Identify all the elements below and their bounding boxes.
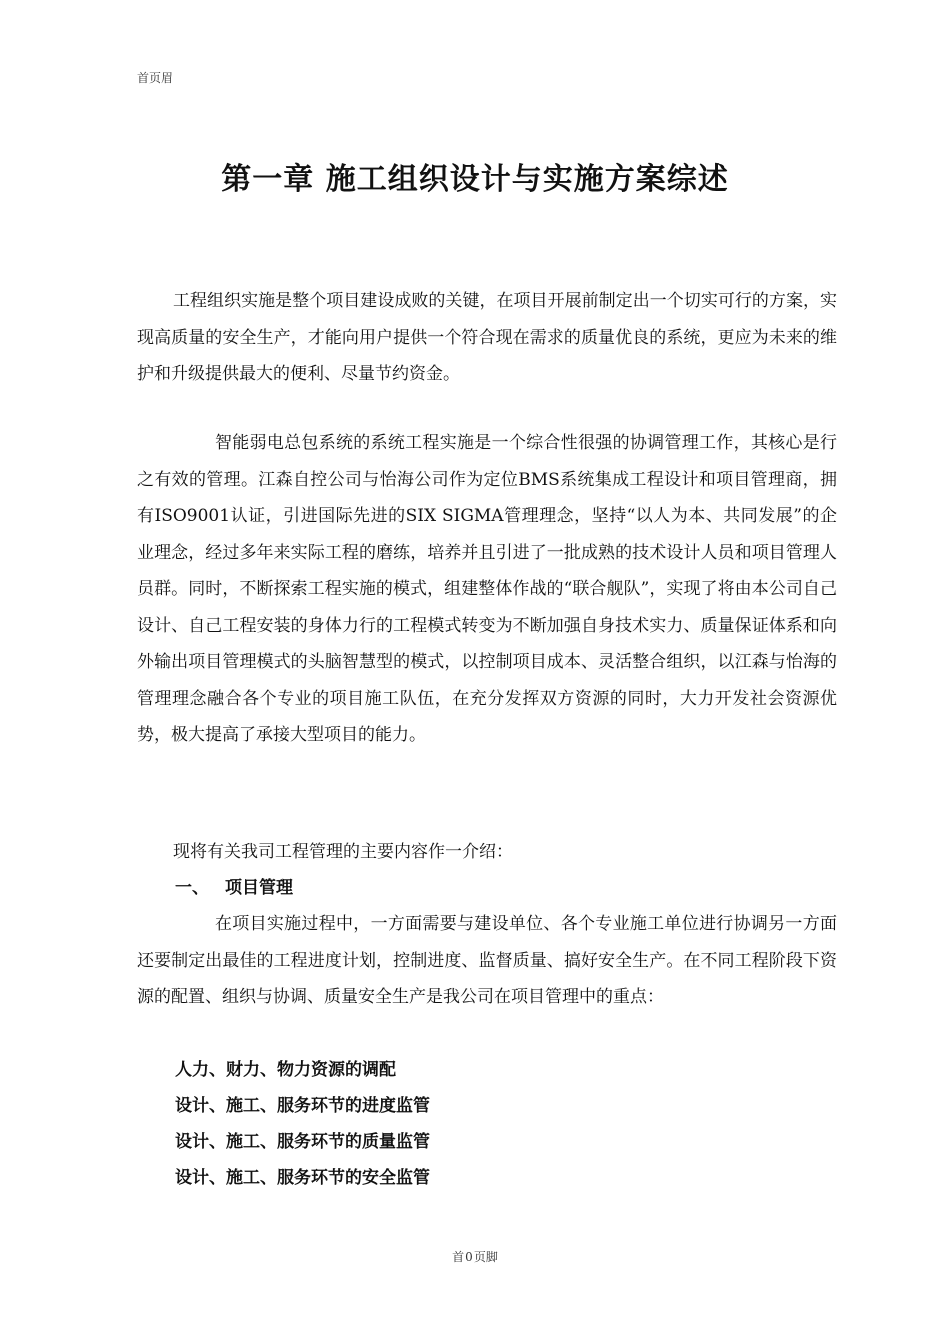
list-item: 设计、施工、服务环节的安全监管 [175,1168,430,1188]
body-paragraph: 智能弱电总包系统的系统工程实施是一个综合性很强的协调管理工作，其核心是行之有效的管理。江森自控公司与怡海公司作为定位BMS系统集成工程设计和项目管理商，拥有ISO9001认证，引进国际先进的SIX SIGMA管理理念，坚持“以人为本、共同发展”的企业理念，经过多年来实际工程的磨练，培养并且引进了一批成熟的技术设计人员和项目管理人员群。同时，不断探索工程实施的模式，组建整体作战的“联合舰队”，实现了将由本公司自己设计、自己工程安装的身体力行的工程模式转变为不断加强自身技术实力、质量保证体系和向外输出项目管理模式的头脑智慧型的模式，以控制项目成本、灵活整合组织，以江森与怡海的管理理念融合各个专业的项目施工队伍，在充分发挥双方资源的同时，大力开发社会资源优势，极大提高了承接大型项目的能力。 [137,433,837,745]
section-heading [175,870,293,906]
section-title: 项目管理 [225,878,293,898]
body-paragraph: 在项目实施过程中，一方面需要与建设单位、各个专业施工单位进行协调另一方面还要制定出最佳的工程进度计划，控制进度、监督质量、搞好安全生产。在不同工程阶段下资源的配置、组织与协调、质量安全生产是我公司在项目管理中的重点： [137,914,837,1007]
page-number: 0 [465,1250,473,1264]
list-item: 人力、财力、物力资源的调配 [175,1060,396,1080]
section-number: 一、 [175,878,209,898]
body-paragraph: 现将有关我司工程管理的主要内容作一介绍： [173,842,513,862]
list-item: 设计、施工、服务环节的进度监管 [175,1096,430,1116]
page-footer [0,1249,950,1265]
footer-suffix: 页脚 [473,1250,498,1264]
page-header: 首页眉 [137,71,174,85]
list-item: 设计、施工、服务环节的质量监管 [175,1132,430,1152]
chapter-title: 第一章 施工组织设计与实施方案综述 [221,162,729,197]
footer-prefix: 首 [452,1250,465,1264]
key-points-list [175,1052,430,1196]
body-paragraph: 工程组织实施是整个项目建设成败的关键，在项目开展前制定出一个切实可行的方案，实现高质量的安全生产，才能向用户提供一个符合现在需求的质量优良的系统，更应为未来的维护和升级提供最大的便利、尽量节约资金。 [137,291,837,384]
